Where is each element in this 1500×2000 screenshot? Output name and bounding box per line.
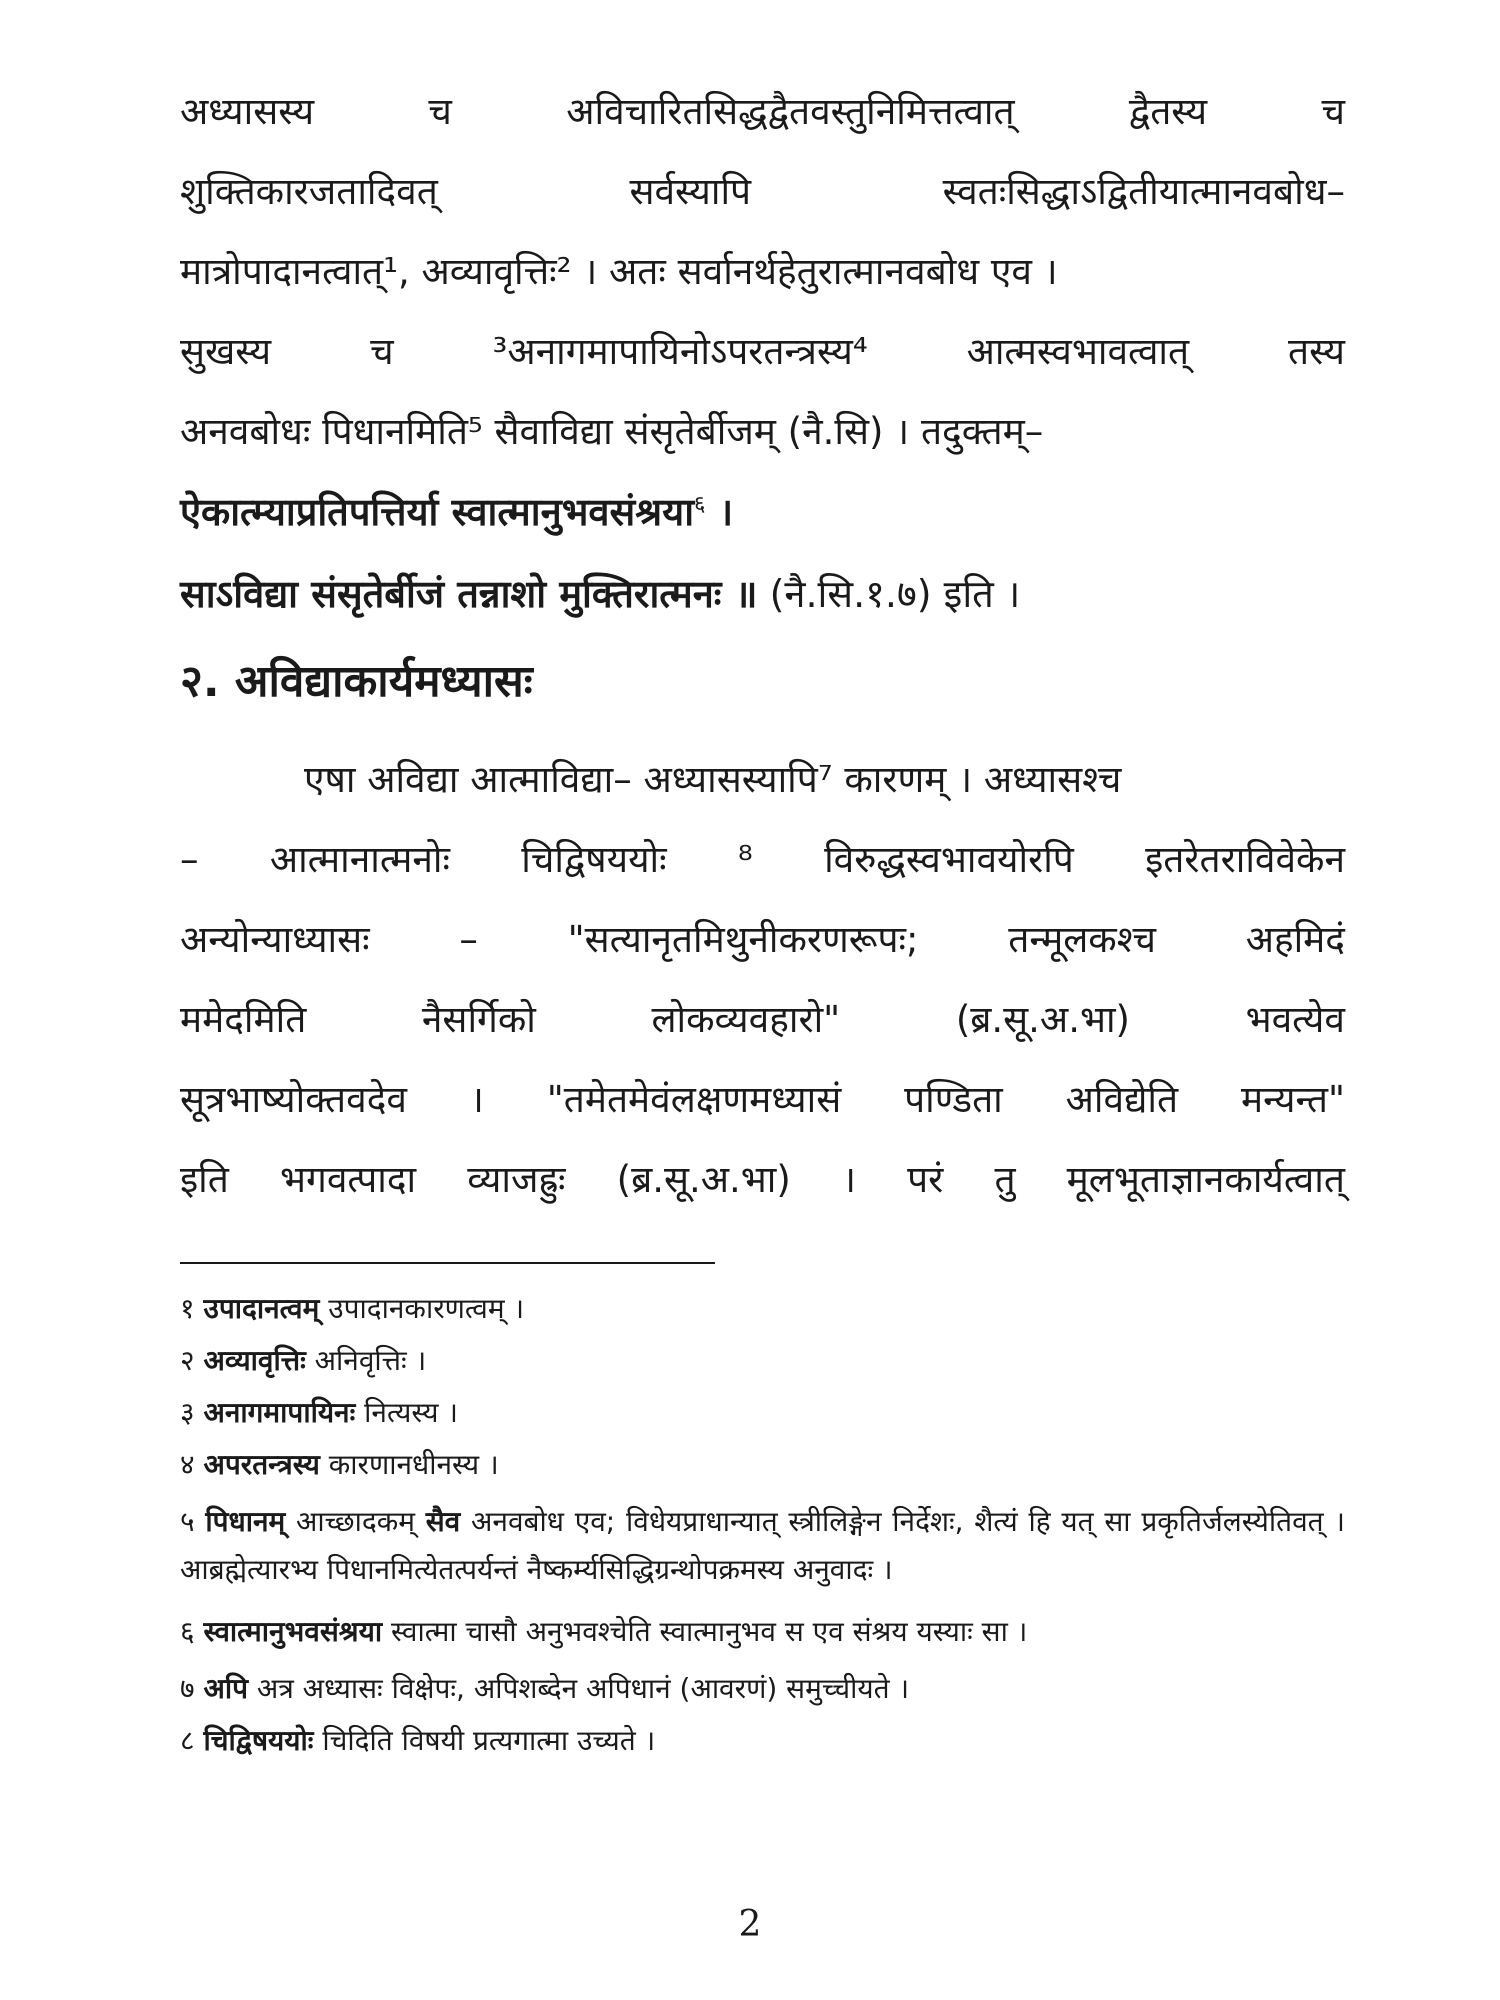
word: इतरेतराविवेकेन bbox=[1145, 838, 1345, 881]
word: भवत्येव bbox=[1245, 998, 1345, 1041]
paragraph-2-line-3 bbox=[180, 916, 1345, 964]
footnote-text: अत्र अध्यासः विक्षेपः, अपिशब्देन अपिधानं (आवरणं) समुच्चीयते । bbox=[248, 1672, 910, 1705]
paragraph-1-line-2 bbox=[180, 168, 1345, 216]
word: तस्य bbox=[1288, 330, 1345, 373]
word: । bbox=[841, 1158, 856, 1201]
word: परं bbox=[907, 1158, 944, 1201]
word: अविचारितसिद्धद्वैतवस्तुनिमित्तत्वात् bbox=[566, 90, 1015, 133]
footnote-term: अपरतन्त्रस्य bbox=[203, 1448, 320, 1481]
footnote-marker: ६ bbox=[694, 492, 706, 517]
word: इति bbox=[180, 1158, 229, 1201]
section-heading: २. अविद्याकार्यमध्यासः bbox=[180, 656, 533, 707]
line-text: मात्रोपादानत्वात्¹, अव्यावृत्तिः² । अतः सर्वानर्थहेतुरात्मानवबोध एव । bbox=[180, 250, 1058, 293]
paragraph-2-line-1 bbox=[180, 756, 1345, 804]
word: अविद्येति bbox=[1065, 1078, 1179, 1121]
verse-text: ऐकात्म्याप्रतिपत्तिर्या स्वात्मानुभवसंश्रया bbox=[180, 490, 695, 534]
footnote-term: अनागमापायिनः bbox=[203, 1396, 356, 1429]
word: "सत्यानृतमिथुनीकरणरूपः; bbox=[567, 918, 919, 961]
verse-reference: (नै.सि.१.७) इति । bbox=[757, 572, 1021, 616]
paragraph-1-line-3 bbox=[180, 248, 1345, 296]
footnotes bbox=[180, 1290, 1345, 1774]
footnote-text: चिदिति विषयी प्रत्यगात्मा उच्यते । bbox=[313, 1724, 656, 1757]
word: च bbox=[428, 90, 452, 133]
word: "तमेतमेवंलक्षणमध्यासं bbox=[546, 1078, 842, 1121]
footnote-separator bbox=[180, 1262, 715, 1264]
footnote-number: १ bbox=[180, 1292, 195, 1325]
word: । bbox=[469, 1078, 484, 1121]
footnote-term: चिद्विषययोः bbox=[203, 1724, 314, 1757]
page-number: 2 bbox=[738, 1904, 762, 1945]
footnote-term: अव्यावृत्तिः bbox=[203, 1344, 306, 1377]
footnote-term: पिधानम् bbox=[205, 1505, 286, 1538]
word: द्वैतस्य bbox=[1128, 90, 1208, 133]
footnote-7 bbox=[180, 1670, 1345, 1708]
word: मन्यन्त" bbox=[1240, 1078, 1345, 1121]
footnote-number: ७ bbox=[180, 1672, 195, 1705]
word: मूलभूताज्ञानकार्यत्वात् bbox=[1066, 1158, 1345, 1201]
verse-line-2 bbox=[180, 570, 1345, 618]
word: पण्डिता bbox=[904, 1078, 1003, 1121]
word: स्वतःसिद्धाऽद्वितीयात्मानवबोध– bbox=[942, 170, 1345, 213]
footnote-term: अपि bbox=[203, 1672, 249, 1705]
word: – bbox=[459, 918, 478, 961]
paragraph-1-line-1 bbox=[180, 88, 1345, 136]
footnote-number: ३ bbox=[180, 1396, 195, 1429]
word: ³अनागमापायिनोऽपरतन्त्रस्य⁴ bbox=[492, 330, 868, 373]
paragraph-2-line-2 bbox=[180, 836, 1345, 884]
word: नैसर्गिको bbox=[421, 998, 536, 1041]
word: अहमिदं bbox=[1245, 918, 1345, 961]
footnote-term: उपादानत्वम् bbox=[203, 1292, 320, 1325]
footnote-3 bbox=[180, 1394, 1345, 1432]
word: अन्योन्याध्यासः bbox=[180, 918, 370, 961]
footnote-number: ८ bbox=[180, 1724, 195, 1757]
word: भगवत्पादा bbox=[279, 1158, 417, 1201]
word: लोकव्यवहारो" bbox=[651, 998, 841, 1041]
verse-danda: । bbox=[705, 490, 734, 534]
word: (ब्र.सू.अ.भा) bbox=[616, 1158, 791, 1201]
footnote-text: आच्छादकम् bbox=[285, 1505, 426, 1538]
verse-quotation bbox=[180, 488, 1345, 618]
word: सर्वस्यापि bbox=[629, 170, 752, 213]
word: चिद्विषययोः bbox=[521, 838, 667, 881]
word: (ब्र.सू.अ.भा) bbox=[955, 998, 1130, 1041]
word: सुखस्य bbox=[180, 330, 272, 373]
word: आत्मस्वभावत्वात् bbox=[966, 330, 1190, 373]
footnote-text: उपादानकारणत्वम् । bbox=[319, 1292, 525, 1325]
footnote-text: नित्यस्य । bbox=[355, 1396, 458, 1429]
footnote-text: अनिवृत्तिः । bbox=[305, 1344, 427, 1377]
footnote-6 bbox=[180, 1608, 1345, 1656]
word: च bbox=[1321, 90, 1345, 133]
footnote-term: सैव bbox=[425, 1505, 461, 1538]
footnote-number: ६ bbox=[180, 1615, 195, 1648]
word: सूत्रभाष्योक्तवदेव bbox=[180, 1078, 407, 1121]
verse-text: साऽविद्या संसृतेर्बीजं तन्नाशो मुक्तिरात्मनः ॥ bbox=[180, 572, 758, 616]
paragraph-2 bbox=[180, 756, 1345, 1204]
footnote-text: कारणानधीनस्य । bbox=[319, 1448, 499, 1481]
word: अध्यासस्य bbox=[180, 90, 315, 133]
word: ⁸ bbox=[737, 838, 753, 881]
paragraph-1-line-5 bbox=[180, 408, 1345, 456]
footnote-number: ५ bbox=[180, 1505, 195, 1538]
footnote-term: स्वात्मानुभवसंश्रया bbox=[203, 1615, 383, 1648]
footnote-number: २ bbox=[180, 1344, 195, 1377]
word: तु bbox=[994, 1158, 1016, 1201]
paragraph-2-line-5 bbox=[180, 1076, 1345, 1124]
verse-line-1 bbox=[180, 488, 1345, 536]
line-text: एषा अविद्या आत्माविद्या– अध्यासस्यापि⁷ कारणम् । अध्यासश्च bbox=[304, 758, 1122, 801]
word: तन्मूलकश्च bbox=[1008, 918, 1156, 961]
main-text bbox=[180, 88, 1345, 1236]
paragraph-2-line-6 bbox=[180, 1156, 1345, 1204]
footnote-4 bbox=[180, 1446, 1345, 1484]
word: – bbox=[180, 838, 199, 881]
footnote-text: अनवबोध एव; विधेयप्राधान्यात् स्त्रीलिङ्गेन निर्देशः, शैत्यं हि यत् सा प्रकृतिर्जलस्येतिवत् । आब्रह्मेत्यारभ्य पिधानमित्येतत्पर्यन्तं नैष्कर्म्यसिद्धिग्रन्थोपक्रमस्य अनुवादः । bbox=[180, 1505, 1345, 1586]
line-text: अनवबोधः पिधानमिति⁵ सैवाविद्या संसृतेर्बीजम् (नै.सि) । तदुक्तम्– bbox=[180, 410, 1044, 453]
footnote-5 bbox=[180, 1498, 1345, 1594]
word: आत्मानात्मनोः bbox=[269, 838, 450, 881]
word: च bbox=[370, 330, 394, 373]
footnote-number: ४ bbox=[180, 1448, 195, 1481]
paragraph-1 bbox=[180, 88, 1345, 456]
footnote-8 bbox=[180, 1722, 1345, 1760]
footnote-1 bbox=[180, 1290, 1345, 1328]
word: व्याजह्रुः bbox=[467, 1158, 566, 1201]
word: ममेदमिति bbox=[180, 998, 307, 1041]
word: विरुद्धस्वभावयोरपि bbox=[824, 838, 1074, 881]
footnote-2 bbox=[180, 1342, 1345, 1380]
footnote-text: स्वात्मा चासौ अनुभवश्चेति स्वात्मानुभव स एव संश्रय यस्याः सा । bbox=[382, 1615, 1028, 1648]
paragraph-2-line-4 bbox=[180, 996, 1345, 1044]
word: शुक्तिकारजतादिवत् bbox=[180, 170, 438, 213]
paragraph-1-line-4 bbox=[180, 328, 1345, 376]
